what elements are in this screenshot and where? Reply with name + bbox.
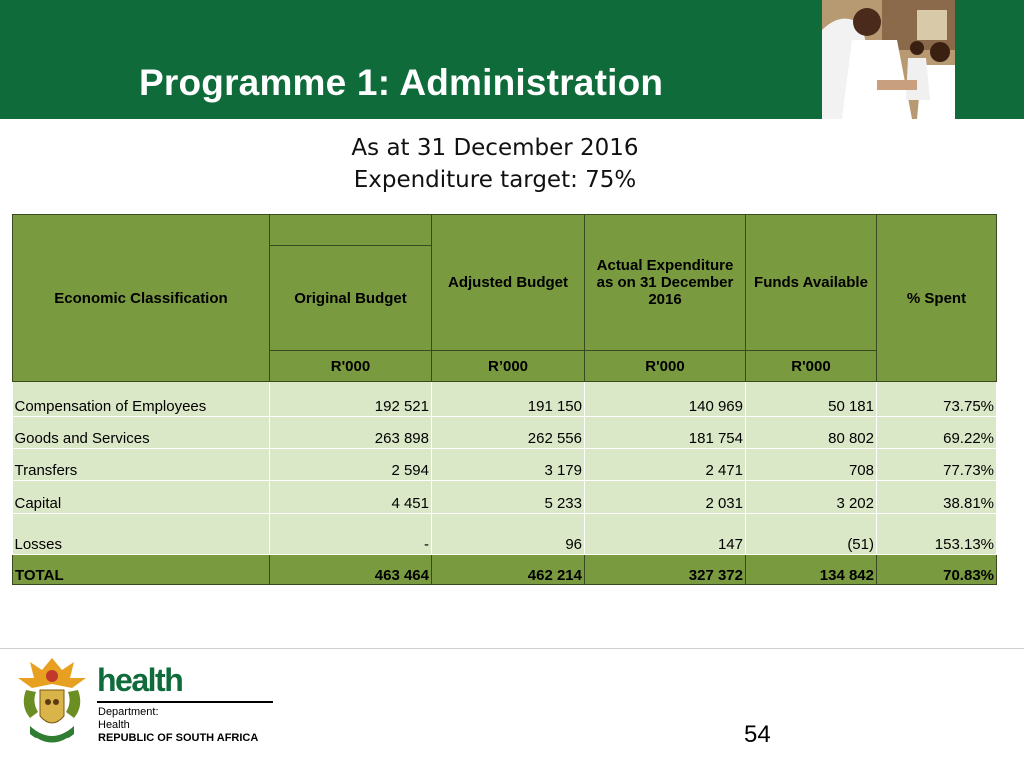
header-classification: Economic Classification [13, 215, 270, 382]
total-row [13, 555, 997, 585]
page-number: 54 [744, 721, 771, 748]
header-photo [822, 0, 955, 119]
row-label: Goods and Services [13, 417, 270, 449]
header-actual: Actual Expenditure as on 31 December 2016 [585, 215, 746, 351]
row-label: Compensation of Employees [13, 382, 270, 417]
cell-spent: 38.81% [877, 481, 997, 514]
budget-table [12, 214, 997, 585]
header-spent: % Spent [877, 215, 997, 382]
cell-actual: 181 754 [585, 417, 746, 449]
cell-actual: 2 031 [585, 481, 746, 514]
cell-spent: 77.73% [877, 449, 997, 481]
cell-spent: 73.75% [877, 382, 997, 417]
header-adjusted: Adjusted Budget [432, 215, 585, 351]
department-name: Health [98, 719, 130, 731]
header-blank-cell [270, 215, 432, 246]
table-row [13, 449, 997, 481]
row-label: Capital [13, 481, 270, 514]
total-original: 463 464 [270, 555, 432, 585]
cell-adjusted: 262 556 [432, 417, 585, 449]
coat-of-arms-icon [16, 656, 88, 752]
logo-underline [97, 701, 273, 703]
cell-adjusted: 5 233 [432, 481, 585, 514]
footer-divider [0, 648, 1024, 649]
total-label: TOTAL [13, 555, 270, 585]
row-label: Transfers [13, 449, 270, 481]
cell-funds: 3 202 [746, 481, 877, 514]
cell-actual: 140 969 [585, 382, 746, 417]
cell-adjusted: 96 [432, 514, 585, 555]
cell-funds: 50 181 [746, 382, 877, 417]
cell-funds: (51) [746, 514, 877, 555]
header-funds: Funds Available [746, 215, 877, 351]
country-name: REPUBLIC OF SOUTH AFRICA [98, 732, 259, 744]
table-row [13, 382, 997, 417]
unit-actual: R'000 [585, 351, 746, 382]
total-spent: 70.83% [877, 555, 997, 585]
cell-funds: 708 [746, 449, 877, 481]
cell-original: 192 521 [270, 382, 432, 417]
total-actual: 327 372 [585, 555, 746, 585]
unit-adjusted: R’000 [432, 351, 585, 382]
cell-adjusted: 191 150 [432, 382, 585, 417]
cell-spent: 153.13% [877, 514, 997, 555]
department-block [98, 706, 258, 745]
total-funds: 134 842 [746, 555, 877, 585]
department-label: Department: [98, 706, 159, 718]
cell-original: 263 898 [270, 417, 432, 449]
unit-original: R'000 [270, 351, 432, 382]
health-logo-word: health [97, 662, 183, 698]
table-row [13, 417, 997, 449]
cell-original: 2 594 [270, 449, 432, 481]
cell-actual: 2 471 [585, 449, 746, 481]
cell-original: 4 451 [270, 481, 432, 514]
as-at-date: As at 31 December 2016 [351, 135, 639, 161]
expenditure-target: Expenditure target: 75% [353, 167, 637, 193]
cell-original: - [270, 514, 432, 555]
cell-funds: 80 802 [746, 417, 877, 449]
cell-adjusted: 3 179 [432, 449, 585, 481]
total-adjusted: 462 214 [432, 555, 585, 585]
cell-spent: 69.22% [877, 417, 997, 449]
nurse-children-photo [822, 0, 955, 119]
slide-title: Programme 1: Administration [139, 62, 664, 103]
row-label: Losses [13, 514, 270, 555]
table-row [13, 514, 997, 555]
cell-actual: 147 [585, 514, 746, 555]
table-row [13, 481, 997, 514]
unit-funds: R'000 [746, 351, 877, 382]
header-original: Original Budget [270, 246, 432, 351]
